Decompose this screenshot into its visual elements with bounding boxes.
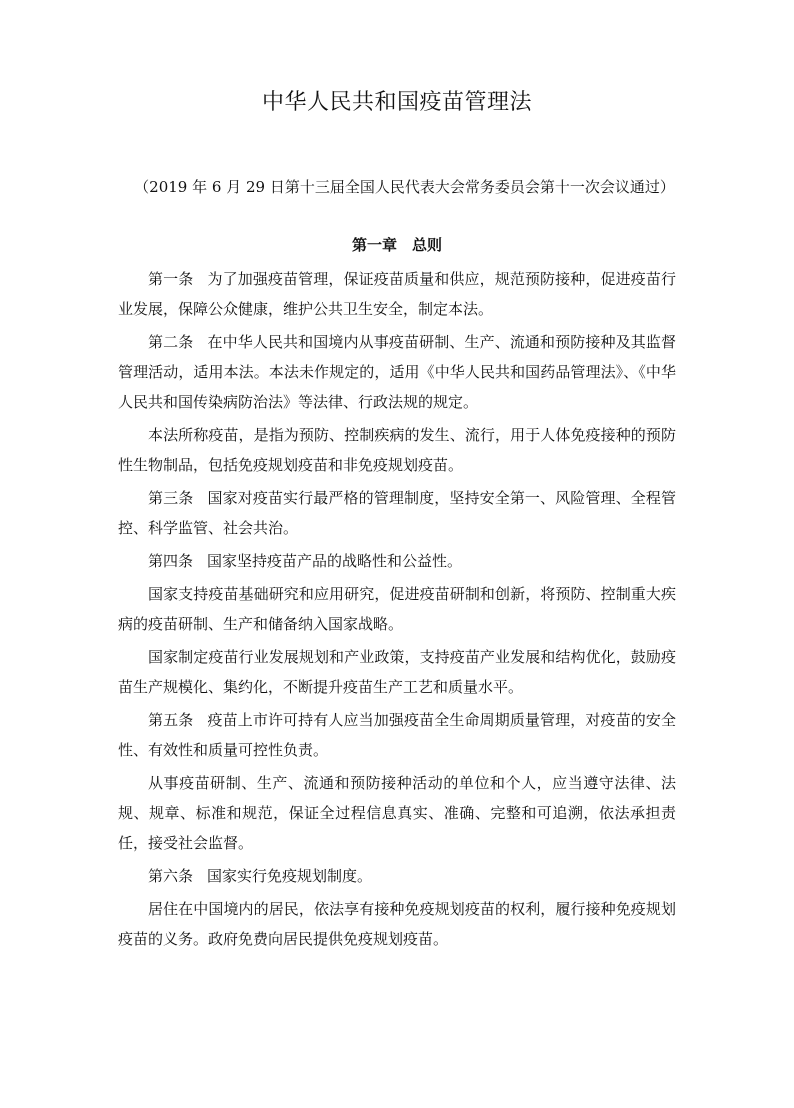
article-text: 在中华人民共和国境内从事疫苗研制、生产、流通和预防接种及其监督管理活动，适用本法。本法未作规定的，适用《中华人民共和国药品管理法》、《中华人民共和国传染病防治法》等法律、行政法规的规定。 <box>118 333 676 411</box>
adoption-note: （2019 年 6 月 29 日第十三届全国人民代表大会常务委员会第十一次会议通过） <box>134 178 675 196</box>
article-body <box>118 264 676 954</box>
article-paragraph <box>118 327 676 417</box>
article-paragraph <box>118 264 676 324</box>
article-number: 第五条 <box>148 711 194 729</box>
article-text: 为了加强疫苗管理，保证疫苗质量和供应，规范预防接种，促进疫苗行业发展，保障公众健康，维护公共卫生安全，制定本法。 <box>118 270 676 318</box>
article-number: 第四条 <box>148 552 194 570</box>
article-text: 疫苗上市许可持有人应当加强疫苗全生命周期质量管理，对疫苗的安全性、有效性和质量可控性负责。 <box>118 711 676 759</box>
article-paragraph <box>118 642 676 702</box>
document-title: 中华人民共和国疫苗管理法 <box>261 90 532 115</box>
article-paragraph <box>118 768 676 858</box>
article-paragraph <box>118 420 676 480</box>
article-text: 国家支持疫苗基础研究和应用研究，促进疫苗研制和创新，将预防、控制重大疾病的疫苗研制、生产和储备纳入国家战略。 <box>118 585 676 633</box>
article-paragraph <box>118 579 676 639</box>
article-text: 从事疫苗研制、生产、流通和预防接种活动的单位和个人，应当遵守法律、法规、规章、标准和规范，保证全过程信息真实、准确、完整和可追溯，依法承担责任，接受社会监督。 <box>118 774 676 852</box>
article-number: 第六条 <box>148 867 194 885</box>
article-number: 第三条 <box>148 489 194 507</box>
article-paragraph <box>118 546 676 576</box>
article-number: 第二条 <box>148 333 194 351</box>
article-paragraph <box>118 861 676 891</box>
article-text: 国家实行免疫规划制度。 <box>207 867 373 885</box>
article-text: 本法所称疫苗，是指为预防、控制疾病的发生、流行，用于人体免疫接种的预防性生物制品，包括免疫规划疫苗和非免疫规划疫苗。 <box>118 426 676 474</box>
article-paragraph <box>118 894 676 954</box>
chapter-heading: 第一章 总则 <box>351 236 442 254</box>
article-text: 国家制定疫苗行业发展规划和产业政策，支持疫苗产业发展和结构优化，鼓励疫苗生产规模化、集约化，不断提升疫苗生产工艺和质量水平。 <box>118 648 676 696</box>
article-paragraph <box>118 705 676 765</box>
article-text: 国家对疫苗实行最严格的管理制度，坚持安全第一、风险管理、全程管控、科学监管、社会共治。 <box>118 489 676 537</box>
article-text: 国家坚持疫苗产品的战略性和公益性。 <box>207 552 463 570</box>
article-text: 居住在中国境内的居民，依法享有接种免疫规划疫苗的权利，履行接种免疫规划疫苗的义务。政府免费向居民提供免疫规划疫苗。 <box>118 900 676 948</box>
article-paragraph <box>118 483 676 543</box>
article-number: 第一条 <box>148 270 194 288</box>
